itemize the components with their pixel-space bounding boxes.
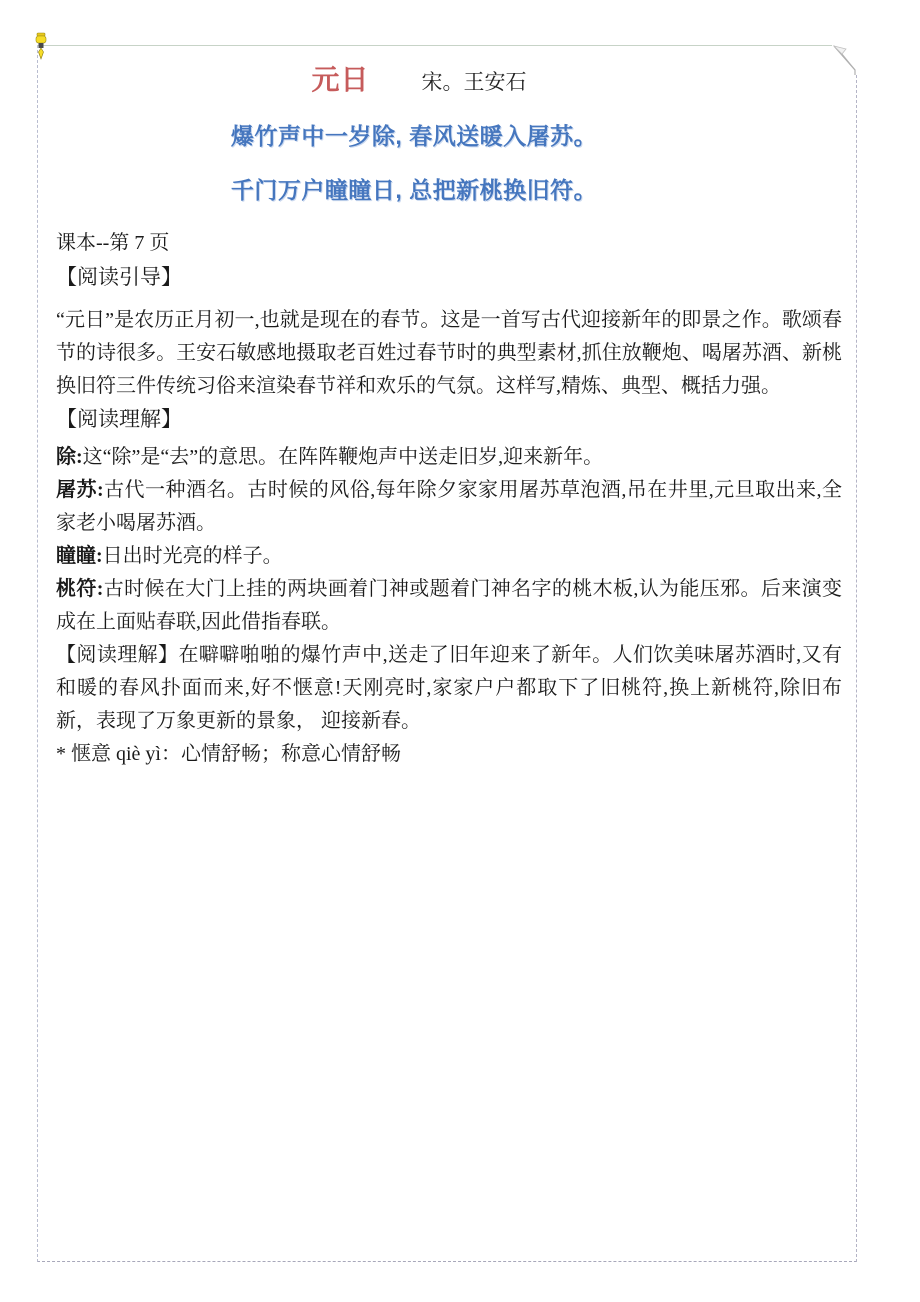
source-note: 课本--第 7 页 <box>56 232 170 254</box>
page-curl-icon <box>832 45 857 75</box>
definition-text: 日出时光亮的样子。 <box>102 545 283 567</box>
summary-paragraph <box>56 639 842 738</box>
document-content <box>38 46 856 771</box>
definition-taofu <box>56 573 842 639</box>
definition-tongtong <box>56 540 842 573</box>
definition-term: 瞳瞳: <box>56 545 103 567</box>
guide-header: 【阅读引导】 <box>56 265 182 289</box>
definition-text: 这“除”是“去”的意思。在阵阵鞭炮声中送走旧岁,迎来新年。 <box>82 446 604 468</box>
definition-tusu <box>56 474 842 540</box>
author-label: 宋。王安石 <box>421 70 527 94</box>
comprehension-header: 【阅读理解】 <box>56 407 182 431</box>
document-page <box>37 45 857 1262</box>
poem-line-1: 爆竹声中一岁除, 春风送暖入屠苏。 <box>230 123 598 149</box>
definition-term: 除: <box>56 446 83 468</box>
poem-line-2: 千门万户瞳瞳日, 总把新桃换旧符。 <box>230 177 598 203</box>
definition-chu <box>56 441 842 474</box>
definition-text: 古时候在大门上挂的两块画着门神或题着门神名字的桃木板,认为能压邪。后来演变成在上面贴春联,因此借指春联。 <box>56 578 842 633</box>
guide-paragraph: “元日”是农历正月初一,也就是现在的春节。这是一首写古代迎接新年的即景之作。歌颂春节的诗很多。王安石敏感地摄取老百姓过春节时的典型素材,抓住放鞭炮、喝屠苏酒、新桃换旧符三件传统习俗来渲染春节祥和欢乐的气氛。这样写,精炼、典型、概括力强。 <box>56 309 842 397</box>
pushpin-icon <box>33 32 49 62</box>
definition-text: 古代一种酒名。古时候的风俗,每年除夕家家用屠苏草泡酒,吊在井里,元旦取出来,全家老小喝屠苏酒。 <box>56 479 842 534</box>
definition-term: 屠苏: <box>56 479 104 501</box>
summary-text: 在噼噼啪啪的爆竹声中,送走了旧年迎来了新年。人们饮美味屠苏酒时,又有和暖的春风扑面而来,好不惬意!天刚亮时,家家户户都取下了旧桃符,换上新桃符,除旧布新，表现了万象更新的景象， 迎接新春。 <box>56 644 843 732</box>
title-row <box>56 58 782 95</box>
footnote: * 惬意 qiè yì：心情舒畅；称意心情舒畅 <box>56 743 401 765</box>
page-title: 元日 <box>311 64 370 95</box>
definition-term: 桃符: <box>56 578 104 600</box>
summary-label: 【阅读理解】 <box>56 644 179 666</box>
